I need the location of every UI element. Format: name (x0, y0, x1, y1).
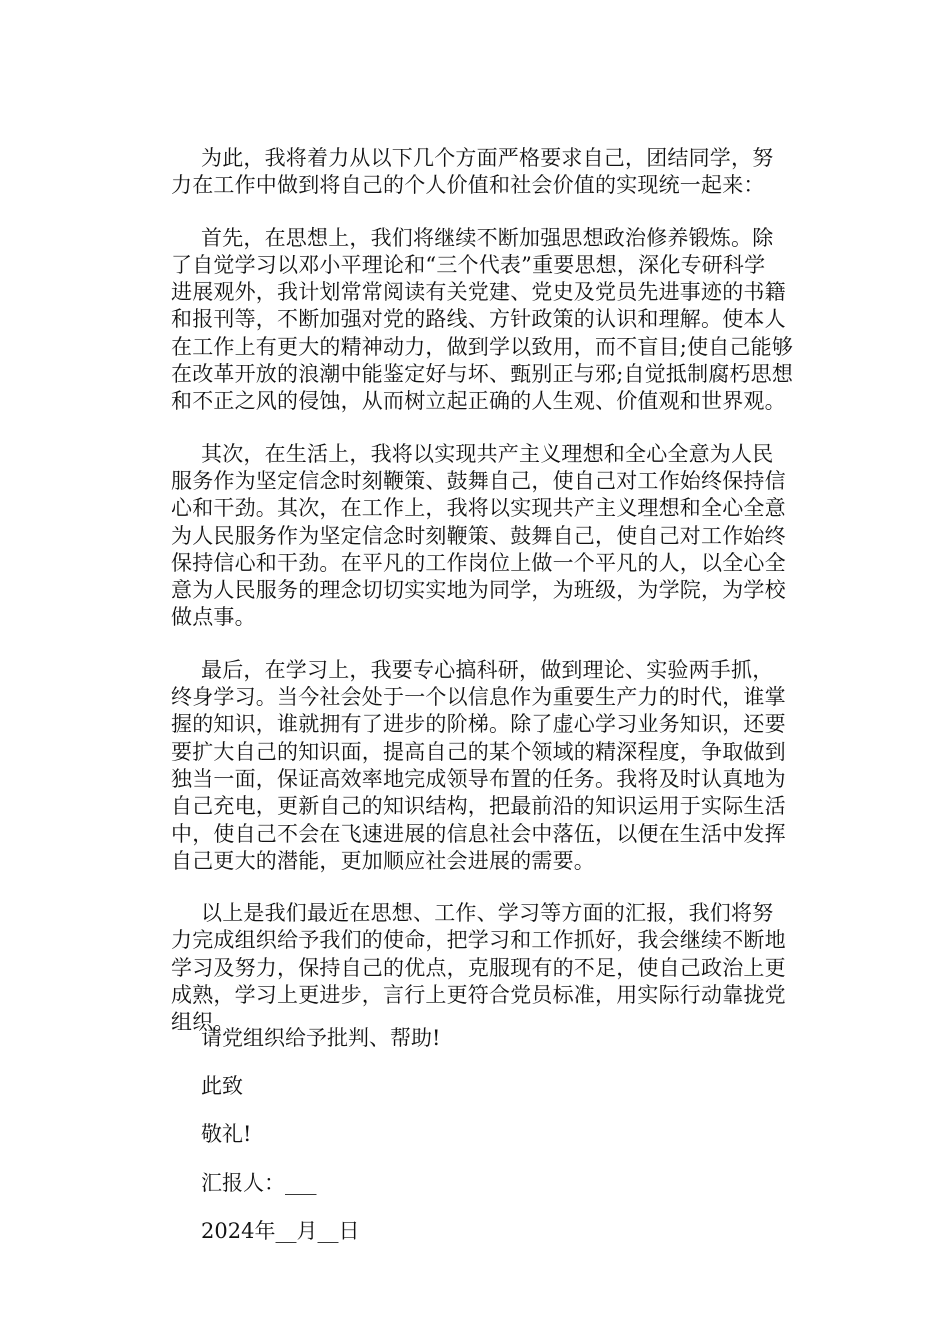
text-line: 成熟，学习上更进步，言行上更符合党员标准，用实际行动靠拢党 (171, 983, 786, 1008)
report-date: 2024年__月__日 (201, 1219, 360, 1243)
text-line: 自己更大的潜能，更加顺应社会进展的需要。 (171, 848, 595, 873)
closing-salutation: 此致 (201, 1074, 243, 1098)
text-line: 在工作上有更大的精神动力，做到学以致用，而不盲目;使自己能够 (171, 334, 794, 359)
paragraph-summary (171, 900, 807, 1036)
paragraph-study (171, 657, 807, 875)
paragraph-thought (171, 225, 807, 416)
text-line: 做点事。 (171, 605, 256, 630)
closing-respect: 敬礼! (201, 1122, 252, 1146)
text-line: 组织。 (171, 1010, 235, 1035)
document-body (171, 145, 807, 1062)
paragraph-intro (171, 145, 807, 200)
text-line: 为人民服务作为坚定信念时刻鞭策、鼓舞自己，使自己对工作始终 (171, 523, 786, 548)
text-line: 其次，在生活上，我将以实现共产主义理想和全心全意为人民 (201, 441, 774, 466)
text-line: 要扩大自己的知识面，提高自己的某个领域的精深程度，争取做到 (171, 739, 786, 764)
paragraph-life (171, 441, 807, 632)
text-line: 独当一面，保证高效率地完成领导布置的任务。我将及时认真地为 (171, 766, 786, 791)
text-line: 服务作为坚定信念时刻鞭策、鼓舞自己，使自己对工作始终保持信 (171, 468, 786, 493)
reporter-signature-line: 汇报人：___ (201, 1171, 317, 1195)
text-line: 意为人民服务的理念切切实实地为同学，为班级，为学院，为学校 (171, 578, 786, 603)
text-line: 学习及努力，保持自己的优点，克服现有的不足，使自己政治上更 (171, 955, 786, 980)
text-line: 和不正之风的侵蚀，从而树立起正确的人生观、价值观和世界观。 (171, 389, 786, 414)
text-line: 首先，在思想上，我们将继续不断加强思想政治修养锻炼。除 (201, 225, 774, 250)
text-line: 和报刊等，不断加强对党的路线、方针政策的认识和理解。使本人 (171, 307, 786, 332)
text-line: 终身学习。当今社会处于一个以信息作为重要生产力的时代，谁掌 (171, 685, 786, 710)
text-line: 中，使自己不会在飞速进展的信息社会中落伍，以便在生活中发挥 (171, 821, 786, 846)
text-line: 最后，在学习上，我要专心搞科研，做到理论、实验两手抓， (201, 657, 774, 682)
text-line: 力完成组织给予我们的使命，把学习和工作抓好，我会继续不断地 (171, 928, 786, 953)
text-line: 心和干劲。其次，在工作上，我将以实现共产主义理想和全心全意 (171, 496, 786, 521)
text-line: 了自觉学习以邓小平理论和“三个代表”重要思想，深化专研科学 (171, 252, 766, 277)
text-line: 自己充电，更新自己的知识结构，把最前沿的知识运用于实际生活 (171, 794, 786, 819)
text-line: 以上是我们最近在思想、工作、学习等方面的汇报，我们将努 (201, 901, 774, 926)
text-line: 在改革开放的浪潮中能鉴定好与坏、甄别正与邪;自觉抵制腐朽思想 (171, 362, 794, 387)
text-line: 力在工作中做到将自己的个人价值和社会价值的实现统一起来： (171, 173, 765, 198)
text-line: 进展观外，我计划常常阅读有关党建、党史及党员先进事迹的书籍 (171, 280, 786, 305)
text-line: 保持信心和干劲。在平凡的工作岗位上做一个平凡的人，以全心全 (171, 550, 786, 575)
closing-request: 请党组织给予批判、帮助! (201, 1026, 441, 1050)
text-line: 握的知识，谁就拥有了进步的阶梯。除了虚心学习业务知识，还要 (171, 712, 786, 737)
text-line: 为此，我将着力从以下几个方面严格要求自己，团结同学，努 (201, 146, 774, 170)
